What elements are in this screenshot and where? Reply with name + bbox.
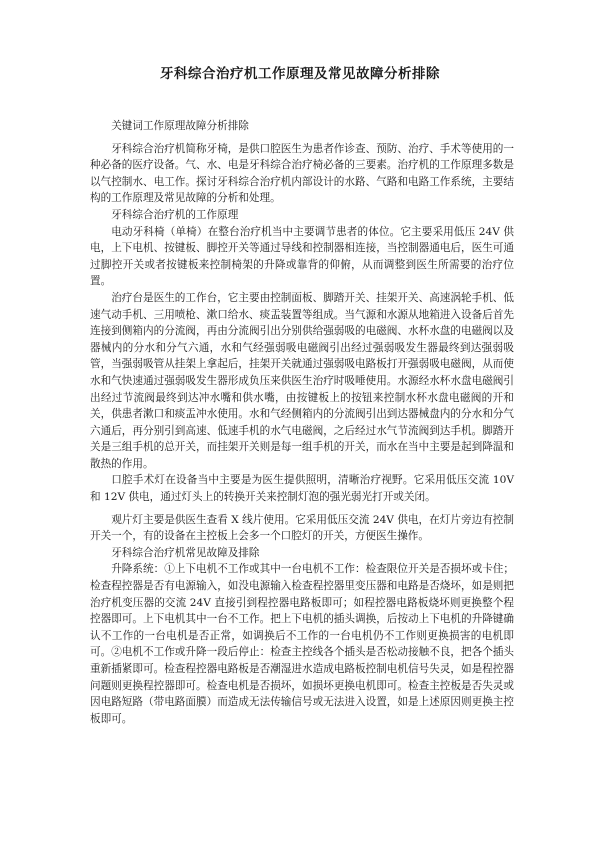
paragraph-treatment-table: 治疗台是医生的工作台，它主要由控制面板、脚踏开关、挂架开关、高速涡轮手机、低速气动手机、三用喷枪、漱口给水、痰盂装置等组成。当气源和水源从地箱进入设备后首先连接到侧箱内的分流阀，再由分流阀引出分别供给强弱吸的电磁阀、水杯水盘的电磁阀以及器械内的分水和分气六通，水和气经强弱吸电磁阀引出经过强弱吸发生器最终到达强弱吸管，当强弱吸管从挂架上拿起后，挂架开关就通过强弱吸电路板打开强弱吸电磁阀，从而使水和气快速通过强弱吸发生器形成负压来供医生治疗时吸唾使用。水源经水杯水盘电磁阀引出经过节流阀最终到达冲水嘴和供水嘴，由按键板上的按钮来控制水杯水盘电磁阀的开和关，供患者漱口和痰盂冲水使用。水和气经侧箱内的分流阀引出到达器械盘内的分水和分气六通后，再分别引到高速、低速手机的水气电磁阀，之后经过水气节流阀到达手机。脚踏开关是三组手机的总开关，而挂架开关则是每一组手机的开关，而水在当中主要是起到降温和散热的作用。 bbox=[90, 291, 514, 470]
document-body bbox=[90, 118, 514, 727]
paragraph-film-viewer: 观片灯主要是供医生查看 X 线片使用。它采用低压交流 24V 供电，在灯片旁边有控制开关一个，有的设备在主控板上会多一个口腔灯的开关，方便医生操作。 bbox=[90, 513, 514, 543]
paragraph-surgical-lamp: 口腔手术灯在设备当中主要是为医生提供照明，清晰治疗视野。它采用低压交流 10V 和 12V 供电，通过灯头上的转换开关来控制灯泡的强光弱光打开或关闭。 bbox=[90, 474, 514, 504]
paragraph-dental-chair: 电动牙科椅（单椅）在整台治疗机当中主要调节患者的体位。它主要采用低压 24V 供电，上下电机、按键板、脚控开关等通过导线和控制器相连接，当控制器通电后，医生可通过脚控开关或者按键板来控制椅架的升降或靠背的仰俯，从而调整到医生所需要的治疗位置。 bbox=[90, 225, 514, 288]
keywords-line: 关键词工作原理故障分析排除 bbox=[111, 120, 249, 132]
paragraph-lift-system: 升降系统：①上下电机不工作或其中一台电机不工作：检查限位开关是否损坏或卡住；检查程控器是否有电源输入，如没电源输入检查程控器里变压器和电路是否烧坏，如是则把治疗机变压器的交流 24V 直接引到程控器电路板即可；如程控器电路板烧坏则更换整个程控器即可。上下电机其中一台不工作。把上下电机的插头调换，后按动上下电机的升降键确认不工作的一台电机是否正常，如调换后不工作的一台电机仍不工作则更换损害的电机即可。②电机不工作或升降一段后停止：检查主控线各个插头是否松动接触不良，把各个插头重新插紧即可。检查程控器电路板是否潮湿进水造成电路板控制电机信号失灵，如是程控器问题则更换程控器即可。检查电机是否损坏，如损坏更换电机即可。检查主控板是否失灵或因电路短路（带电路面膜）而造成无法传输信号或无法进入设置，如是上述原因则更换主控板即可。 bbox=[90, 563, 514, 725]
document-title: 牙科综合治疗机工作原理及常见故障分析排除 bbox=[160, 66, 440, 82]
paragraph-intro: 牙科综合治疗机简称牙椅，是供口腔医生为患者作诊查、预防、治疗、手术等使用的一种必备的医疗设备。气、水、电是牙科综合治疗椅必备的三要素。治疗机的工作原理多数是以气控制水、电工作。探讨牙科综合治疗机内部设计的水路、气路和电路工作系统，主要结构的工作原理及常见故障的分析和处理。 bbox=[90, 142, 514, 205]
section-heading-faults: 牙科综合治疗机常见故障及排除 bbox=[111, 546, 260, 559]
section-heading-principle: 牙科综合治疗机的工作原理 bbox=[111, 208, 239, 221]
